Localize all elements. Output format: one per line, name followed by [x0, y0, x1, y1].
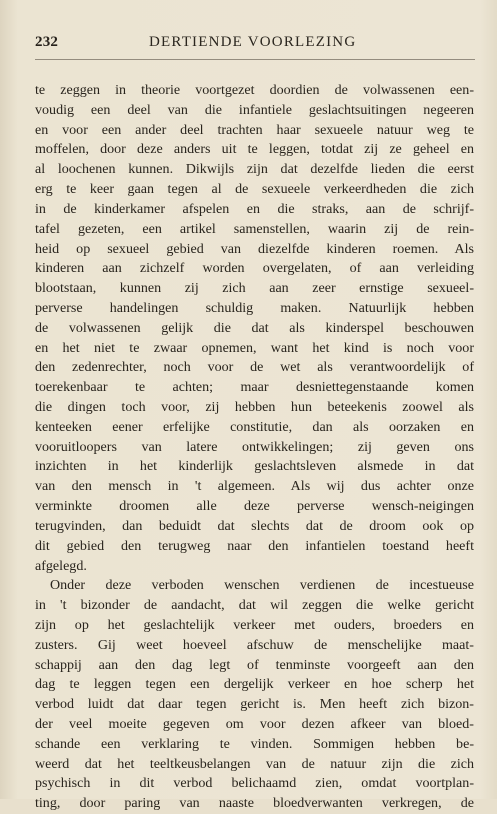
text-line: de volwassenen gelijk die dat als kinderspel beschouwen: [35, 319, 474, 336]
text-line: zijn op het geslachtelijk verkeer met ouders, broeders en: [35, 616, 474, 633]
text-line: van den mensch in 't algemeen. Als wij dus achter onze: [35, 478, 474, 495]
body-text: [35, 81, 474, 814]
text-line: toerekenbaar te achten; maar desniettegenstaande komen: [35, 379, 474, 396]
text-line: den zedenrechter, noch voor de wet als verantwoordelijk of: [35, 359, 474, 376]
text-line: heid op sexueel gebied van diezelfde kinderen roemen. Als: [35, 240, 474, 257]
text-line: schande een verklaring te vinden. Sommigen hebben be-: [35, 735, 474, 752]
text-line: al loochenen kunnen. Dikwijls zijn dat dezelfde lieden die eerst: [35, 161, 474, 178]
text-line: en het niet te zwaar opnemen, want het kind is noch voor: [35, 339, 474, 356]
text-line: Onder deze verboden wenschen verdienen de incestueuse: [50, 577, 474, 594]
text-line: verbod luidt dat daar tegen gericht is. Men heeft zich bizon-: [35, 696, 474, 713]
text-line: inzichten in het kinderlijk geslachtsleven alsmede in dat: [35, 458, 474, 475]
text-line: moffelen, door deze anders uit te leggen, totdat zij ze geheel en: [35, 141, 474, 158]
text-line: erg te keer gaan tegen al de sexueele verkeerdheden die zich: [35, 181, 474, 198]
text-line: afgelegd.: [35, 557, 87, 574]
running-title: DERTIENDE VOORLEZING: [149, 34, 357, 50]
text-line: weerd dat het teeltkeusbelangen van de natuur zijn die zich: [35, 755, 474, 772]
text-line: terugvinden, dan beduidt dat slechts dat de droom ook op: [35, 517, 474, 534]
text-line: schappij aan den dag legt of tenminste voorgeeft aan den: [35, 656, 474, 673]
text-line: vooruitloopers van latere ontwikkelingen; zij geven ons: [35, 438, 474, 455]
text-line: der veel moeite gegeven om voor dezen afkeer van bloed-: [35, 716, 474, 732]
text-line: die dingen toch voor, zij hebben hun beteekenis zoowel als: [35, 399, 474, 415]
text-line: ting, door paring van naaste bloedverwanten verkregen, de: [35, 795, 474, 812]
text-line: dag te leggen tegen een dergelijk verkeer en hoe scherp het: [35, 676, 474, 693]
page-header: [0, 34, 497, 54]
page-number: 232: [35, 34, 59, 50]
text-line: psychisch in dit verbod belichaamd zien, omdat voortplan-: [35, 775, 474, 792]
text-line: voudig een deel van die infantiele geslachtsuitingen negeeren: [35, 101, 474, 118]
text-line: zusters. Gij weet hoeveel afschuw de menschelijke maat-: [35, 636, 474, 653]
text-line: kinderen aan zichzelf worden overgelaten, of aan verleiding: [35, 260, 474, 277]
text-line: tafel gezeten, een artikel samenstellen, waarin zij de rein-: [35, 220, 474, 237]
text-line: in 't bizonder de aandacht, dat wil zeggen die welke gericht: [35, 597, 474, 614]
header-rule: [35, 59, 475, 60]
text-line: blootstaan, kunnen zij zich aan zeer ernstige sexueel-: [35, 280, 474, 297]
text-line: en voor een ander deel trachten haar sexueele natuur weg te: [35, 121, 474, 138]
text-line: kenteeken eener erfelijke constitutie, dan als oorzaken en: [35, 418, 474, 435]
text-line: te zeggen in theorie voortgezet doordien de volwassenen een-: [35, 82, 474, 98]
text-line: in de kinderkamer afspelen en die straks, aan de schrijf-: [35, 200, 474, 217]
text-line: perverse handelingen schuldig maken. Natuurlijk hebben: [35, 299, 474, 316]
text-line: verminkte droomen alle deze perverse wensch-neigingen: [35, 498, 474, 515]
text-line: dit gebied den terugweg naar den infantielen toestand heeft: [35, 537, 474, 554]
